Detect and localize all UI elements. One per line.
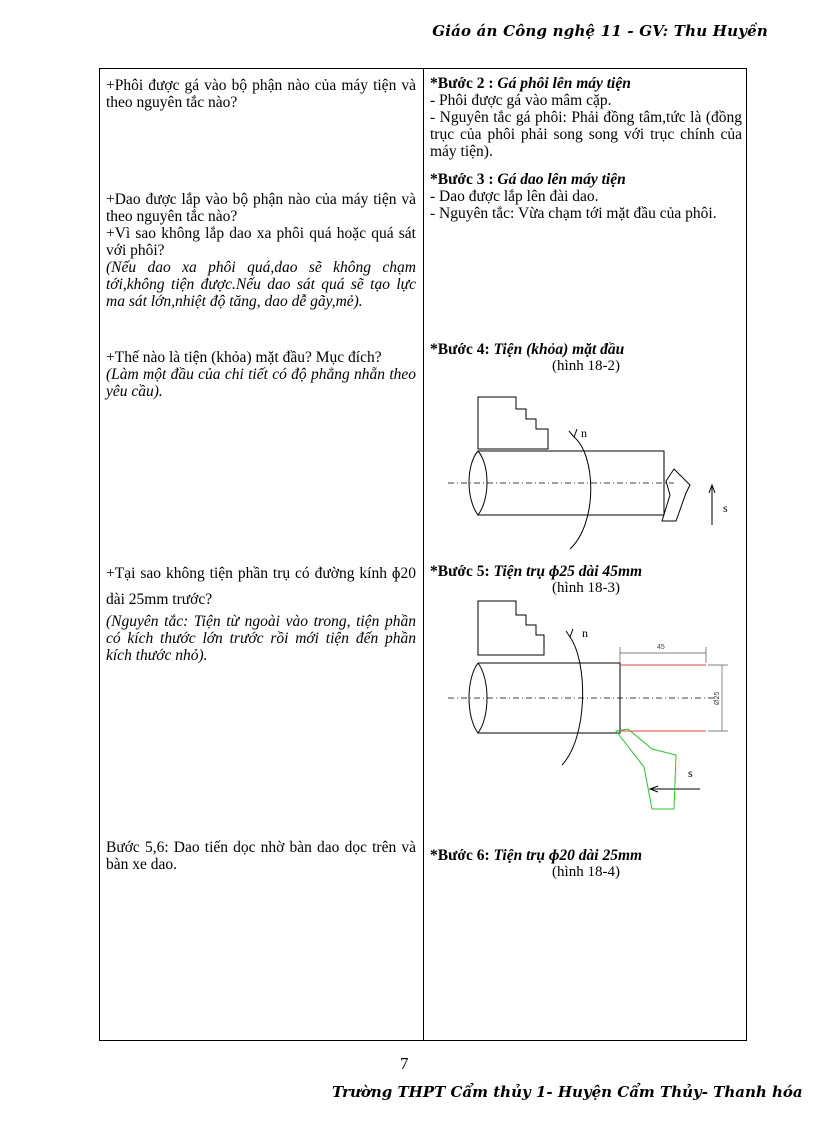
rotation-label: n bbox=[581, 426, 587, 440]
column-divider bbox=[423, 69, 424, 1040]
step-2-line-1: - Phôi được gá vào mâm cặp. bbox=[430, 92, 612, 109]
step-2 bbox=[430, 75, 742, 160]
step-6-title: Tiện trụ ɸ20 dài 25mm bbox=[493, 847, 643, 864]
step-4-caption: (hình 18-2) bbox=[552, 358, 620, 374]
figure-facing bbox=[438, 393, 738, 553]
question-4-text: +Thế nào là tiện (khỏa) mặt đầu? Mục đích? bbox=[106, 349, 382, 366]
length-dimension: 45 bbox=[657, 644, 665, 651]
feed-label: s bbox=[723, 501, 728, 515]
question-3-note: (Nếu dao xa phôi quá,dao sẽ không chạm tới,không tiện được.Nếu dao sát quá sẽ tạo lực ma sát lớn,nhiệt độ tăng, dao dễ gãy,mẻ). bbox=[106, 259, 416, 310]
rotation-label: n bbox=[582, 626, 588, 640]
step-3-label: *Bước 3 : bbox=[430, 171, 494, 188]
step-2-line-2: - Nguyên tắc gá phôi: Phải đồng tâm,tức là (đồng trục của phôi phải song song với trục chính của máy tiện). bbox=[430, 109, 742, 160]
page-footer: Trường THPT Cẩm thủy 1- Huyện Cẩm Thủy- Thanh hóa bbox=[332, 1083, 803, 1101]
step-3-line-2: - Nguyên tắc: Vừa chạm tới mặt đầu của phôi. bbox=[430, 205, 717, 222]
question-5-text: +Tại sao không tiện phần trụ có đường kính ɸ20 dài 25mm trước? bbox=[106, 565, 416, 608]
figure-turning bbox=[438, 597, 738, 817]
question-5 bbox=[106, 561, 416, 664]
chuck-jaw bbox=[478, 601, 544, 655]
step-5-title: Tiện trụ ɸ25 dài 45mm bbox=[493, 563, 643, 580]
step-5 bbox=[430, 563, 742, 597]
question-6 bbox=[106, 839, 416, 873]
question-6-text: Bước 5,6: Dao tiến dọc nhờ bàn dao dọc trên và bàn xe dao. bbox=[106, 839, 416, 873]
lesson-table bbox=[99, 68, 747, 1041]
step-6-caption: (hình 18-4) bbox=[552, 864, 620, 880]
step-2-label: *Bước 2 : bbox=[430, 75, 494, 92]
step-3 bbox=[430, 171, 742, 222]
question-5-note: (Nguyên tắc: Tiện từ ngoài vào trong, tiện phần có kích thước lớn trước rồi mới tiện đến phần kích thước nhỏ). bbox=[106, 613, 416, 664]
question-2 bbox=[106, 191, 416, 310]
cutting-tool bbox=[662, 469, 690, 521]
step-4-label: *Bước 4: bbox=[430, 341, 490, 358]
question-4-note: (Làm một đầu của chi tiết có độ phẳng nhẵn theo yêu cầu). bbox=[106, 366, 416, 400]
step-2-title: Gá phôi lên máy tiện bbox=[497, 75, 631, 92]
step-6-label: *Bước 6: bbox=[430, 847, 490, 864]
question-4 bbox=[106, 349, 416, 400]
cutting-tool bbox=[616, 729, 676, 809]
step-6 bbox=[430, 847, 742, 881]
question-3-text: +Vì sao không lắp dao xa phôi quá hoặc quá sát với phôi? bbox=[106, 225, 416, 259]
step-3-title: Gá dao lên máy tiện bbox=[497, 171, 626, 188]
question-2-text: +Dao được lắp vào bộ phận nào của máy tiện và theo nguyên tắc nào? bbox=[106, 191, 416, 225]
step-3-line-1: - Dao được lắp lên đài dao. bbox=[430, 188, 599, 205]
feed-label: s bbox=[688, 766, 693, 780]
step-5-label: *Bước 5: bbox=[430, 563, 490, 580]
page-number: 7 bbox=[400, 1054, 409, 1073]
rotation-arrow bbox=[562, 637, 583, 765]
rotation-arrow bbox=[570, 437, 591, 549]
step-5-caption: (hình 18-3) bbox=[552, 580, 620, 596]
step-4-title: Tiện (khỏa) mặt đầu bbox=[493, 341, 625, 358]
question-1 bbox=[106, 77, 416, 111]
step-4 bbox=[430, 341, 742, 375]
page-header: Giáo án Công nghệ 11 - GV: Thu Huyền bbox=[432, 22, 768, 40]
chuck-jaw bbox=[478, 397, 548, 449]
question-1-text: +Phôi được gá vào bộ phận nào của máy tiện và theo nguyên tắc nào? bbox=[106, 77, 416, 111]
diameter-dimension: Ø25 bbox=[714, 691, 721, 705]
